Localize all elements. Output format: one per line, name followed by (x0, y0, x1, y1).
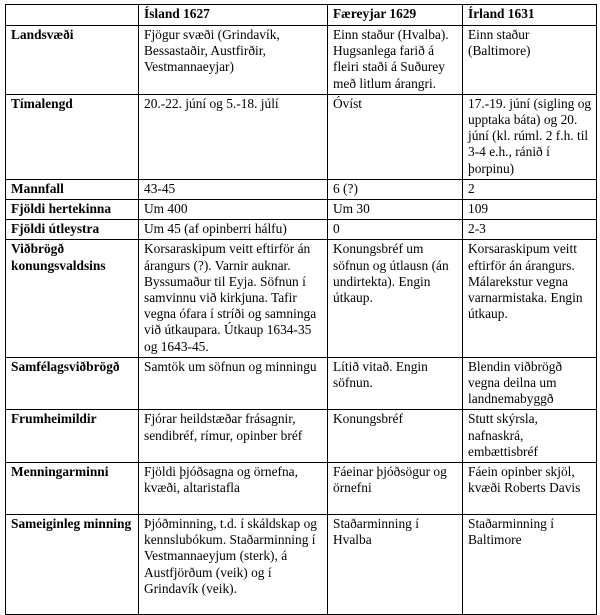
table-cell: Staðarminning í Hvalba (328, 515, 463, 615)
row-label: Sameiginleg minning (6, 515, 139, 615)
table-cell: Óvíst (328, 94, 463, 179)
row-label: Landsvæði (6, 26, 139, 95)
header-row (6, 5, 597, 26)
table-cell: Fáeinar þjóðsögur og örnefni (328, 463, 463, 515)
table-row (6, 463, 597, 515)
comparison-table (5, 4, 597, 615)
table-row (6, 94, 597, 179)
document-page (5, 4, 597, 615)
table-cell: Lítið vitað. Engin söfnun. (328, 357, 463, 410)
table-cell: 6 (?) (328, 179, 463, 199)
table-row (6, 240, 597, 357)
row-label: Mannfall (6, 179, 139, 199)
table-cell: 0 (328, 220, 463, 240)
column-header-ireland: Írland 1631 (463, 5, 597, 26)
table-cell: 109 (463, 200, 597, 220)
table-row (6, 26, 597, 95)
table-cell: Staðarminning í Baltimore (463, 515, 597, 615)
table-cell: Þjóðminning, t.d. í skáldskap og kennslubókum. Staðarminning í Vestmannaeyjum (sterk), á Austfjörðum (veik) og í Grindavík (veik). (139, 515, 328, 615)
row-label: Menningarminni (6, 463, 139, 515)
table-cell: Stutt skýrsla, nafnaskrá, embættisbréf (463, 410, 597, 463)
corner-cell (6, 5, 139, 26)
table-cell: Fjórar heildstæðar frásagnir, sendibréf, rímur, opinber bréf (139, 410, 328, 463)
table-cell: Blendin viðbrögð vegna deilna um landnemabyggð (463, 357, 597, 410)
row-label: Frumheimildir (6, 410, 139, 463)
table-row (6, 220, 597, 240)
table-cell: Fjöldi þjóðsagna og örnefna, kvæði, altaristafla (139, 463, 328, 515)
row-label: Fjöldi útleystra (6, 220, 139, 240)
table-cell: Korsaraskipum veitt eftirför án árangurs (?). Varnir auknar. Byssumaður til Eyja. Söfnun í samvinnu við kirkjuna. Tafir vegna ófara í stríði og samninga við útkaupara. Útkaup 1634-35 og 1643-45. (139, 240, 328, 357)
table-cell: Konungsbréf (328, 410, 463, 463)
table-cell: Um 400 (139, 200, 328, 220)
table-row (6, 410, 597, 463)
table-cell: Einn staður (Baltimore) (463, 26, 597, 95)
table-row (6, 200, 597, 220)
table-cell: 20.-22. júní og 5.-18. júlí (139, 94, 328, 179)
table-row (6, 179, 597, 199)
table-cell: Samtök um söfnun og minningu (139, 357, 328, 410)
table-cell: 2-3 (463, 220, 597, 240)
table-cell: Konungsbréf um söfnun og útlausn (án undirtekta). Engin útkaup. (328, 240, 463, 357)
row-label: Tímalengd (6, 94, 139, 179)
row-label: Fjöldi hertekinna (6, 200, 139, 220)
table-cell: Fjögur svæði (Grindavík, Bessastaðir, Austfirðir, Vestmannaeyjar) (139, 26, 328, 95)
column-header-iceland: Ísland 1627 (139, 5, 328, 26)
row-label: Viðbrögð konungsvaldsins (6, 240, 139, 357)
table-cell: 43-45 (139, 179, 328, 199)
table-cell: Einn staður (Hvalba). Hugsanlega farið á fleiri staði á Suðurey með litlum árangri. (328, 26, 463, 95)
table-cell: Um 45 (af opinberri hálfu) (139, 220, 328, 240)
table-cell: Um 30 (328, 200, 463, 220)
column-header-faroe: Færeyjar 1629 (328, 5, 463, 26)
table-cell: 2 (463, 179, 597, 199)
row-label: Samfélagsviðbrögð (6, 357, 139, 410)
table-cell: 17.-19. júní (sigling og upptaka báta) og 20. júní (kl. rúml. 2 f.h. til 3-4 e.h., ránið í þorpinu) (463, 94, 597, 179)
table-cell: Fáein opinber skjöl, kvæði Roberts Davis (463, 463, 597, 515)
table-row (6, 357, 597, 410)
table-cell: Korsaraskipum veitt eftirför án árangurs. Málarekstur vegna varnarmistaka. Engin útkaup. (463, 240, 597, 357)
table-row (6, 515, 597, 615)
